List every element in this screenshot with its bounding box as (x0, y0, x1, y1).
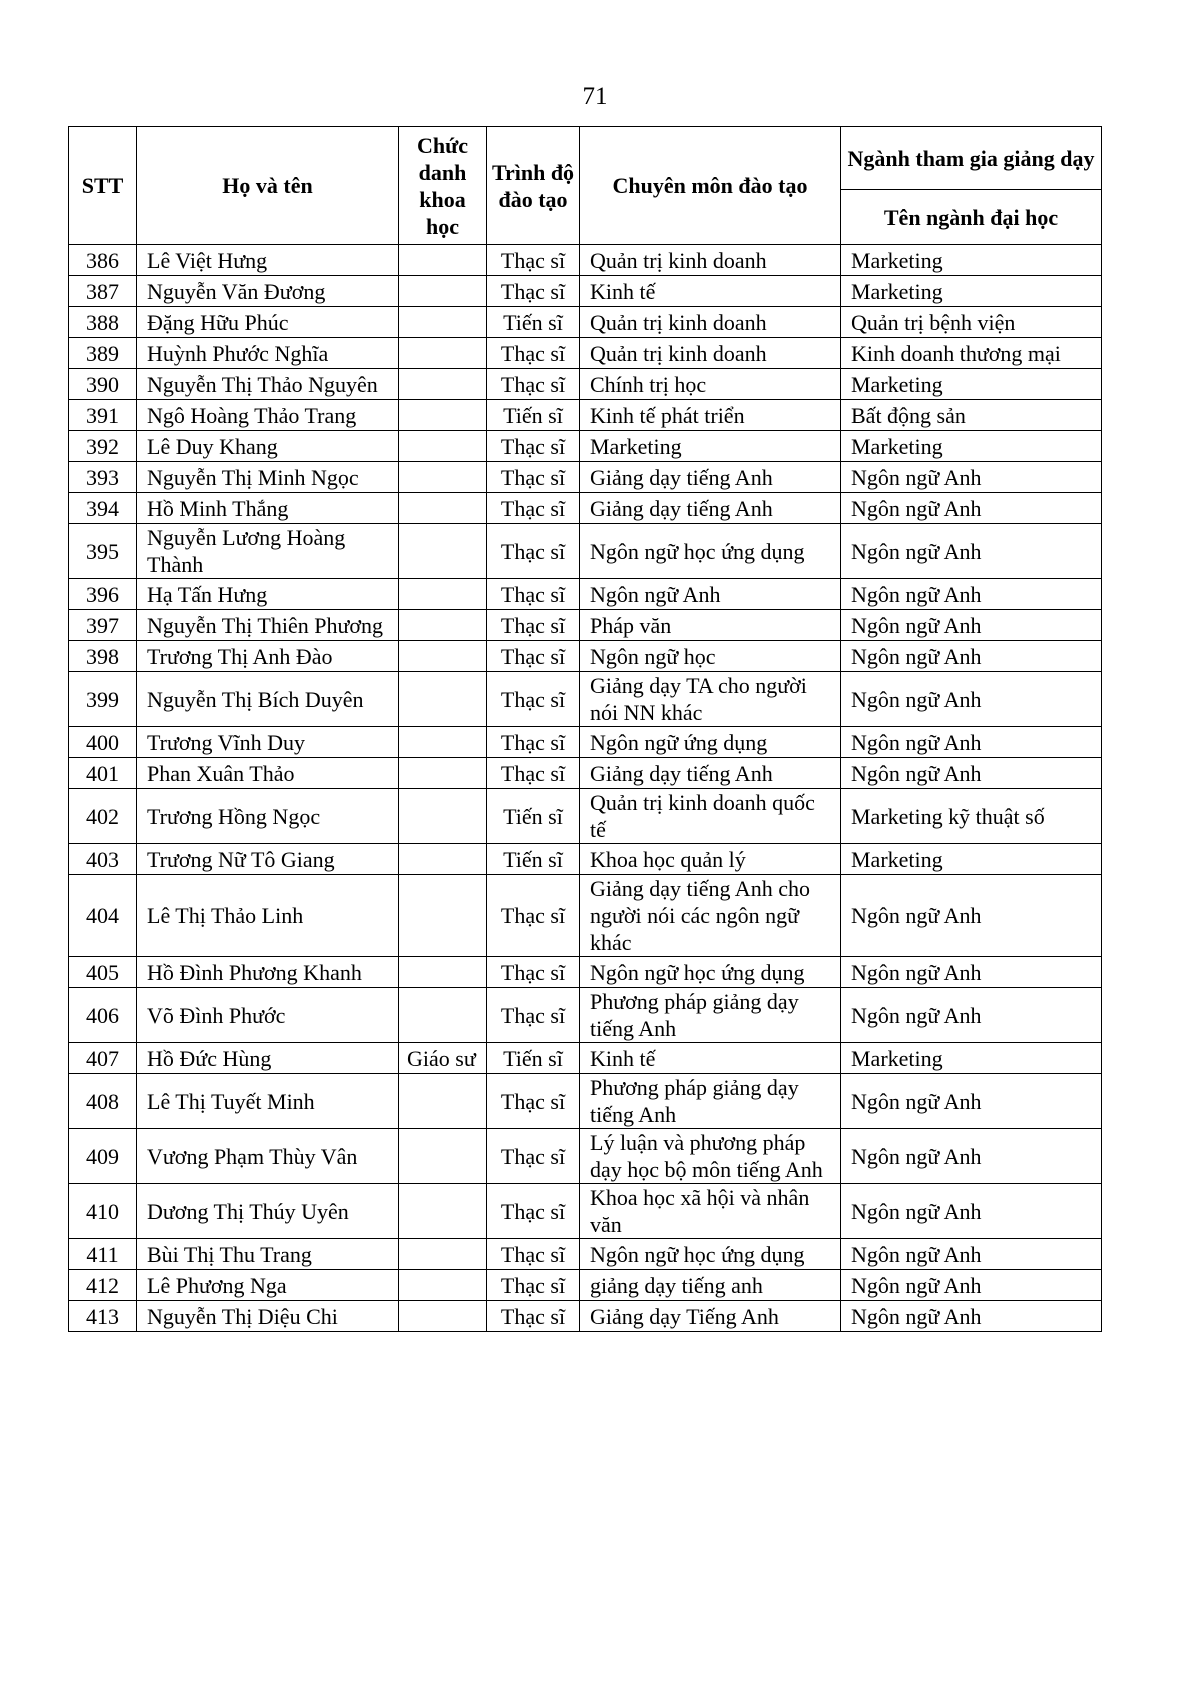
cell-training-level: Thạc sĩ (487, 988, 580, 1043)
cell-stt: 401 (69, 758, 137, 789)
cell-training-level: Thạc sĩ (487, 1301, 580, 1332)
cell-academic-title (399, 610, 487, 641)
header-specialty: Chuyên môn đào tạo (580, 127, 841, 245)
cell-stt: 410 (69, 1184, 137, 1239)
table-row (69, 672, 1102, 727)
cell-academic-title (399, 338, 487, 369)
cell-specialty: Khoa học xã hội và nhân văn (580, 1184, 841, 1239)
cell-stt: 403 (69, 844, 137, 875)
table-row (69, 462, 1102, 493)
cell-major: Ngôn ngữ Anh (841, 727, 1102, 758)
cell-training-level: Thạc sĩ (487, 524, 580, 579)
table-row (69, 579, 1102, 610)
table-row (69, 307, 1102, 338)
cell-stt: 397 (69, 610, 137, 641)
cell-specialty: Giảng dạy TA cho người nói NN khác (580, 672, 841, 727)
cell-major: Ngôn ngữ Anh (841, 1239, 1102, 1270)
table-row (69, 524, 1102, 579)
cell-stt: 394 (69, 493, 137, 524)
cell-specialty: Kinh tế (580, 276, 841, 307)
cell-major: Ngôn ngữ Anh (841, 641, 1102, 672)
cell-major: Marketing (841, 1043, 1102, 1074)
cell-major: Ngôn ngữ Anh (841, 988, 1102, 1043)
cell-academic-title (399, 462, 487, 493)
cell-major: Ngôn ngữ Anh (841, 1184, 1102, 1239)
cell-academic-title (399, 493, 487, 524)
cell-training-level: Thạc sĩ (487, 338, 580, 369)
cell-name: Nguyễn Văn Đương (137, 276, 399, 307)
cell-specialty: Quản trị kinh doanh (580, 245, 841, 276)
table-header (69, 127, 1102, 245)
cell-name: Nguyễn Thị Diệu Chi (137, 1301, 399, 1332)
cell-specialty: Ngôn ngữ học (580, 641, 841, 672)
cell-academic-title (399, 844, 487, 875)
table-row (69, 1184, 1102, 1239)
cell-training-level: Tiến sĩ (487, 844, 580, 875)
cell-name: Nguyễn Thị Thảo Nguyên (137, 369, 399, 400)
cell-name: Trương Thị Anh Đào (137, 641, 399, 672)
cell-academic-title (399, 789, 487, 844)
cell-stt: 404 (69, 875, 137, 957)
cell-academic-title (399, 1301, 487, 1332)
cell-specialty: Ngôn ngữ ứng dụng (580, 727, 841, 758)
cell-stt: 400 (69, 727, 137, 758)
table-row (69, 758, 1102, 789)
cell-name: Phan Xuân Thảo (137, 758, 399, 789)
cell-training-level: Thạc sĩ (487, 1270, 580, 1301)
cell-name: Hồ Đức Hùng (137, 1043, 399, 1074)
cell-specialty: giảng dạy tiếng anh (580, 1270, 841, 1301)
cell-training-level: Thạc sĩ (487, 369, 580, 400)
cell-specialty: Giảng dạy tiếng Anh cho người nói các ngôn ngữ khác (580, 875, 841, 957)
cell-major: Ngôn ngữ Anh (841, 1270, 1102, 1301)
cell-major: Ngôn ngữ Anh (841, 524, 1102, 579)
cell-academic-title (399, 1270, 487, 1301)
table-row (69, 1270, 1102, 1301)
table-row (69, 1301, 1102, 1332)
cell-training-level: Thạc sĩ (487, 276, 580, 307)
cell-academic-title (399, 400, 487, 431)
cell-major: Ngôn ngữ Anh (841, 493, 1102, 524)
cell-major: Bất động sản (841, 400, 1102, 431)
cell-training-level: Tiến sĩ (487, 400, 580, 431)
cell-training-level: Thạc sĩ (487, 579, 580, 610)
cell-specialty: Ngôn ngữ Anh (580, 579, 841, 610)
cell-training-level: Thạc sĩ (487, 1129, 580, 1184)
cell-major: Ngôn ngữ Anh (841, 579, 1102, 610)
cell-major: Marketing (841, 369, 1102, 400)
page-number: 71 (582, 83, 608, 110)
cell-stt: 391 (69, 400, 137, 431)
cell-training-level: Thạc sĩ (487, 957, 580, 988)
cell-stt: 386 (69, 245, 137, 276)
table-row (69, 789, 1102, 844)
cell-name: Lê Duy Khang (137, 431, 399, 462)
cell-academic-title (399, 988, 487, 1043)
cell-stt: 390 (69, 369, 137, 400)
cell-training-level: Thạc sĩ (487, 610, 580, 641)
cell-major: Ngôn ngữ Anh (841, 758, 1102, 789)
table-row (69, 1074, 1102, 1129)
table-row (69, 276, 1102, 307)
cell-major: Marketing kỹ thuật số (841, 789, 1102, 844)
cell-academic-title: Giáo sư (399, 1043, 487, 1074)
cell-stt: 413 (69, 1301, 137, 1332)
cell-stt: 392 (69, 431, 137, 462)
cell-specialty: Phương pháp giảng dạy tiếng Anh (580, 1074, 841, 1129)
cell-major: Quản trị bệnh viện (841, 307, 1102, 338)
cell-name: Bùi Thị Thu Trang (137, 1239, 399, 1270)
cell-stt: 393 (69, 462, 137, 493)
header-name: Họ và tên (137, 127, 399, 245)
cell-specialty: Giảng dạy tiếng Anh (580, 758, 841, 789)
cell-name: Ngô Hoàng Thảo Trang (137, 400, 399, 431)
cell-stt: 402 (69, 789, 137, 844)
table-row (69, 641, 1102, 672)
cell-name: Trương Vĩnh Duy (137, 727, 399, 758)
cell-training-level: Thạc sĩ (487, 672, 580, 727)
cell-name: Trương Hồng Ngọc (137, 789, 399, 844)
cell-academic-title (399, 875, 487, 957)
cell-academic-title (399, 276, 487, 307)
cell-major: Marketing (841, 431, 1102, 462)
cell-academic-title (399, 524, 487, 579)
cell-name: Vương Phạm Thùy Vân (137, 1129, 399, 1184)
cell-name: Huỳnh Phước Nghĩa (137, 338, 399, 369)
cell-major: Ngôn ngữ Anh (841, 1301, 1102, 1332)
table-row (69, 957, 1102, 988)
cell-training-level: Tiến sĩ (487, 789, 580, 844)
cell-training-level: Thạc sĩ (487, 758, 580, 789)
table-row (69, 844, 1102, 875)
cell-stt: 399 (69, 672, 137, 727)
cell-stt: 408 (69, 1074, 137, 1129)
cell-training-level: Tiến sĩ (487, 307, 580, 338)
cell-stt: 411 (69, 1239, 137, 1270)
cell-academic-title (399, 307, 487, 338)
cell-specialty: Kinh tế (580, 1043, 841, 1074)
cell-training-level: Thạc sĩ (487, 1074, 580, 1129)
cell-training-level: Thạc sĩ (487, 462, 580, 493)
table-row (69, 875, 1102, 957)
cell-specialty: Marketing (580, 431, 841, 462)
cell-name: Hồ Đình Phương Khanh (137, 957, 399, 988)
table-row (69, 1239, 1102, 1270)
cell-academic-title (399, 369, 487, 400)
cell-specialty: Quản trị kinh doanh (580, 307, 841, 338)
cell-specialty: Lý luận và phương pháp dạy học bộ môn tiếng Anh (580, 1129, 841, 1184)
cell-academic-title (399, 957, 487, 988)
cell-name: Lê Phương Nga (137, 1270, 399, 1301)
table-row (69, 610, 1102, 641)
cell-name: Lê Thị Thảo Linh (137, 875, 399, 957)
table-row (69, 727, 1102, 758)
table-row (69, 1129, 1102, 1184)
cell-name: Nguyễn Lương Hoàng Thành (137, 524, 399, 579)
header-major-group: Ngành tham gia giảng dạy (841, 127, 1102, 190)
cell-academic-title (399, 1074, 487, 1129)
cell-training-level: Thạc sĩ (487, 641, 580, 672)
cell-major: Marketing (841, 245, 1102, 276)
cell-academic-title (399, 727, 487, 758)
cell-specialty: Chính trị học (580, 369, 841, 400)
cell-stt: 396 (69, 579, 137, 610)
header-academic-title: Chức danh khoa học (399, 127, 487, 245)
cell-major: Ngôn ngữ Anh (841, 957, 1102, 988)
cell-major: Ngôn ngữ Anh (841, 672, 1102, 727)
cell-specialty: Giảng dạy Tiếng Anh (580, 1301, 841, 1332)
cell-major: Ngôn ngữ Anh (841, 1074, 1102, 1129)
table-row (69, 493, 1102, 524)
cell-major: Marketing (841, 276, 1102, 307)
cell-specialty: Ngôn ngữ học ứng dụng (580, 1239, 841, 1270)
cell-stt: 398 (69, 641, 137, 672)
cell-name: Lê Việt Hưng (137, 245, 399, 276)
cell-major: Ngôn ngữ Anh (841, 875, 1102, 957)
cell-training-level: Thạc sĩ (487, 245, 580, 276)
cell-major: Ngôn ngữ Anh (841, 610, 1102, 641)
cell-specialty: Quản trị kinh doanh (580, 338, 841, 369)
cell-stt: 387 (69, 276, 137, 307)
table-row (69, 431, 1102, 462)
table-row (69, 369, 1102, 400)
cell-specialty: Ngôn ngữ học ứng dụng (580, 524, 841, 579)
cell-training-level: Thạc sĩ (487, 493, 580, 524)
cell-specialty: Quản trị kinh doanh quốc tế (580, 789, 841, 844)
cell-specialty: Khoa học quản lý (580, 844, 841, 875)
cell-academic-title (399, 1129, 487, 1184)
cell-specialty: Phương pháp giảng dạy tiếng Anh (580, 988, 841, 1043)
cell-name: Trương Nữ Tô Giang (137, 844, 399, 875)
table-row (69, 988, 1102, 1043)
cell-major: Kinh doanh thương mại (841, 338, 1102, 369)
cell-specialty: Giảng dạy tiếng Anh (580, 493, 841, 524)
cell-training-level: Thạc sĩ (487, 1239, 580, 1270)
cell-stt: 409 (69, 1129, 137, 1184)
staff-table (68, 126, 1102, 1332)
cell-academic-title (399, 672, 487, 727)
cell-stt: 395 (69, 524, 137, 579)
cell-academic-title (399, 579, 487, 610)
cell-specialty: Ngôn ngữ học ứng dụng (580, 957, 841, 988)
cell-training-level: Thạc sĩ (487, 431, 580, 462)
table-row (69, 338, 1102, 369)
cell-name: Nguyễn Thị Minh Ngọc (137, 462, 399, 493)
cell-academic-title (399, 431, 487, 462)
header-major: Tên ngành đại học (841, 190, 1102, 245)
cell-name: Nguyễn Thị Thiên Phương (137, 610, 399, 641)
cell-specialty: Pháp văn (580, 610, 841, 641)
cell-name: Dương Thị Thúy Uyên (137, 1184, 399, 1239)
cell-academic-title (399, 1184, 487, 1239)
cell-name: Hạ Tấn Hưng (137, 579, 399, 610)
cell-training-level: Tiến sĩ (487, 1043, 580, 1074)
cell-stt: 407 (69, 1043, 137, 1074)
cell-academic-title (399, 758, 487, 789)
cell-major: Marketing (841, 844, 1102, 875)
cell-specialty: Kinh tế phát triển (580, 400, 841, 431)
cell-training-level: Thạc sĩ (487, 875, 580, 957)
cell-name: Võ Đình Phước (137, 988, 399, 1043)
table-row (69, 245, 1102, 276)
table-body (69, 245, 1102, 1332)
cell-name: Đặng Hữu Phúc (137, 307, 399, 338)
cell-major: Ngôn ngữ Anh (841, 1129, 1102, 1184)
cell-training-level: Thạc sĩ (487, 727, 580, 758)
cell-major: Ngôn ngữ Anh (841, 462, 1102, 493)
cell-academic-title (399, 641, 487, 672)
table-row (69, 400, 1102, 431)
cell-stt: 406 (69, 988, 137, 1043)
cell-academic-title (399, 1239, 487, 1270)
header-training-level: Trình độ đào tạo (487, 127, 580, 245)
cell-training-level: Thạc sĩ (487, 1184, 580, 1239)
cell-academic-title (399, 245, 487, 276)
cell-specialty: Giảng dạy tiếng Anh (580, 462, 841, 493)
table-row (69, 1043, 1102, 1074)
cell-stt: 389 (69, 338, 137, 369)
cell-stt: 412 (69, 1270, 137, 1301)
cell-stt: 405 (69, 957, 137, 988)
header-stt: STT (69, 127, 137, 245)
cell-stt: 388 (69, 307, 137, 338)
cell-name: Lê Thị Tuyết Minh (137, 1074, 399, 1129)
cell-name: Nguyễn Thị Bích Duyên (137, 672, 399, 727)
cell-name: Hồ Minh Thắng (137, 493, 399, 524)
